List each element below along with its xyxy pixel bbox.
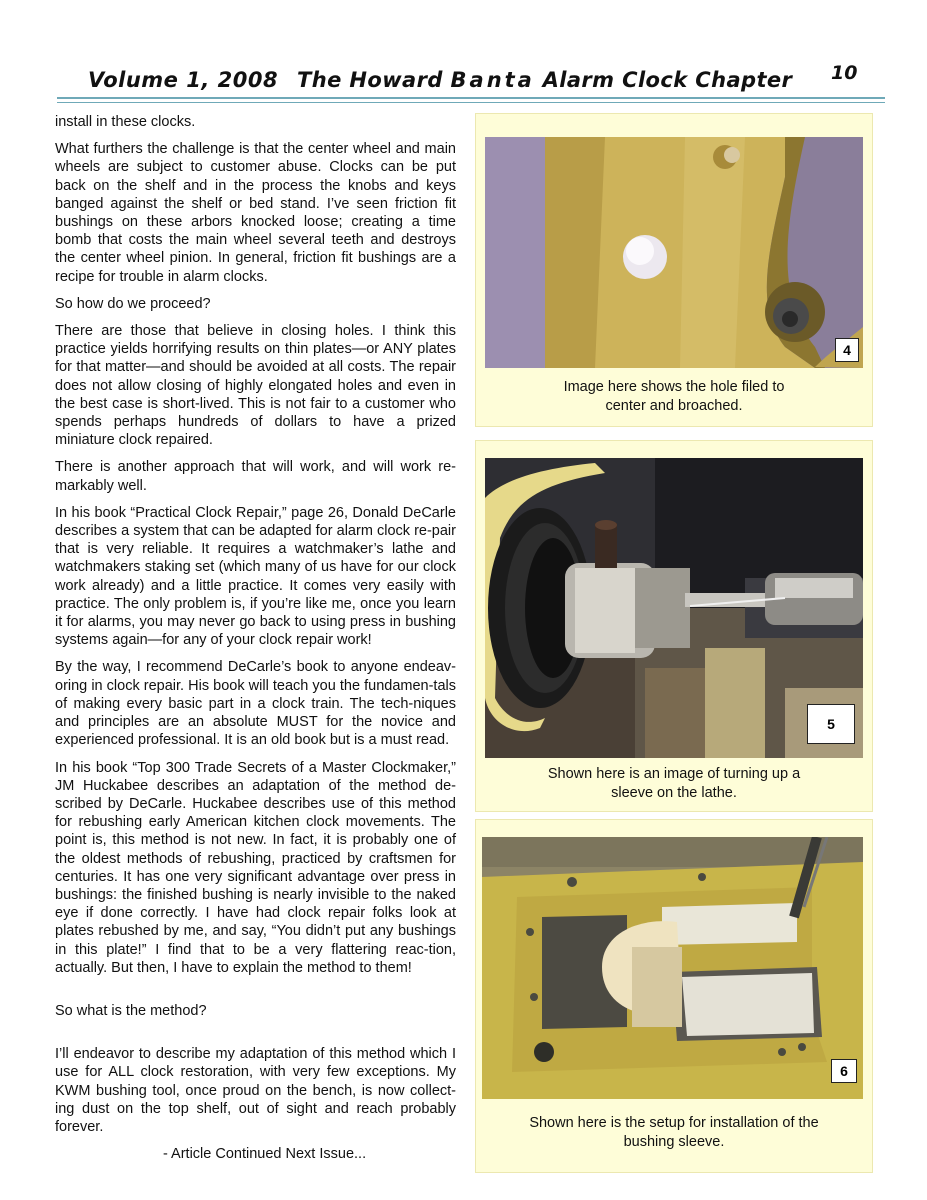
article-body bbox=[55, 113, 456, 1172]
chapter-title bbox=[297, 68, 792, 92]
figure-4-caption bbox=[476, 378, 872, 415]
figure-6-photo bbox=[482, 837, 863, 1099]
paragraph: In his book “Top 300 Trade Secrets of a Master Clockmaker,” JM Huckabee describes an adaptation of the method de-scribed by DeCarle. Huckabee describes use of this method for rebushing early American kitchen clock movements. The point is, this method is not new. In fact, it is probably one of the oldest methods of rebushing, practiced by craftsmen for centuries. It has one very significant advantage over press in bushings: the finished bushing is nearly invisible to the naked eye if done correctly. I have had clock repair folks look at plates rebushed by me, and say, “You didn’t put any bushings in this plate!” I find that to be a very flattering reac-tion, actually. But then, I have to explain the method to them! bbox=[55, 759, 456, 976]
figure-6 bbox=[475, 819, 873, 1173]
paragraph: By the way, I recommend DeCarle’s book to anyone endeav-oring in clock repair. His book will teach you the fundamen-tals of making every basic part in a clock train. The tech-niques and principles are an absolute MUST for the novice and experienced professional. It is an old book but is a must read. bbox=[55, 659, 456, 749]
figure-5-photo bbox=[485, 458, 863, 758]
caption-line: bushing sleeve. bbox=[623, 1133, 725, 1150]
paragraph: In his book “Practical Clock Repair,” page 26, Donald DeCarle describes a system that can be adapted for alarm clock re-pair that is very reliable. It requires a watchmaker’s lathe and watchmakers staking set (which many of us have for our clock work already) and a little practice. It comes very easily with practice. The only problem is, if you’re like me, once you learn it for alarms, you may never go back to using press in bushing systems again—for any of your clock repair work! bbox=[55, 504, 456, 649]
paragraph: There is another approach that will work, and will work re-markably well. bbox=[55, 459, 456, 494]
volume-label: Volume 1, 2008 bbox=[88, 68, 279, 92]
figure-number-badge: 5 bbox=[807, 704, 855, 744]
figure-4 bbox=[475, 113, 873, 427]
paragraph: What furthers the challenge is that the center wheel and main wheels are subject to customer abuse. Clocks can be put back on the shelf and in the process the knobs and keys banged against the shelf or bed stand. I’ve seen friction fit bushings on these arbors knocked loose; creating a time bomb that costs the main wheel several teeth and destroys the center wheel pinion. In general, friction fit bushings are a recipe for trouble in alarm clocks. bbox=[55, 141, 456, 285]
figure-6-caption bbox=[476, 1114, 872, 1151]
figure-4-photo bbox=[485, 137, 863, 368]
continued-note: - Article Continued Next Issue... bbox=[163, 1146, 367, 1163]
chapter-title-spaced: Banta bbox=[450, 68, 535, 92]
figure-number-badge: 6 bbox=[831, 1059, 857, 1083]
figure-5-caption bbox=[476, 765, 872, 802]
caption-line: sleeve on the lathe. bbox=[611, 784, 737, 801]
paragraph: I’ll endeavor to describe my adaptation of this method which I use for ALL clock restoration, with very few exceptions. My KWM bushing tool, once proud on the bench, is now collect-ing dust on the top shelf, out of sight and reach probably forever. bbox=[55, 1046, 456, 1135]
page-number: 10 bbox=[831, 62, 858, 84]
paragraph: install in these clocks. bbox=[55, 114, 196, 130]
paragraph: So how do we proceed? bbox=[55, 295, 211, 312]
page-header bbox=[0, 60, 927, 100]
header-rule-bottom bbox=[57, 102, 885, 103]
caption-line: center and broached. bbox=[605, 397, 743, 414]
header-rule-top bbox=[57, 97, 885, 99]
figure-5 bbox=[475, 440, 873, 812]
chapter-title-suffix: Alarm Clock Chapter bbox=[534, 68, 793, 92]
caption-line: Shown here is an image of turning up a bbox=[547, 766, 801, 782]
chapter-title-prefix: The Howard bbox=[297, 68, 451, 92]
caption-line: Image here shows the hole filed to bbox=[563, 379, 785, 395]
paragraph: So what is the method? bbox=[55, 1002, 207, 1019]
caption-line: Shown here is the setup for installation of the bbox=[529, 1115, 819, 1131]
paragraph: There are those that believe in closing holes. I think this practice yields horrifying results on thin plates—or ANY plates for that matter—and should be avoided at all costs. The repair does not allow closing of highly elongated holes and even in the best case is short-lived. This is not fair to a customer who spends perhaps hundreds of dollars to have a prized miniature clock repaired. bbox=[55, 323, 456, 449]
figure-number-badge: 4 bbox=[835, 338, 859, 362]
